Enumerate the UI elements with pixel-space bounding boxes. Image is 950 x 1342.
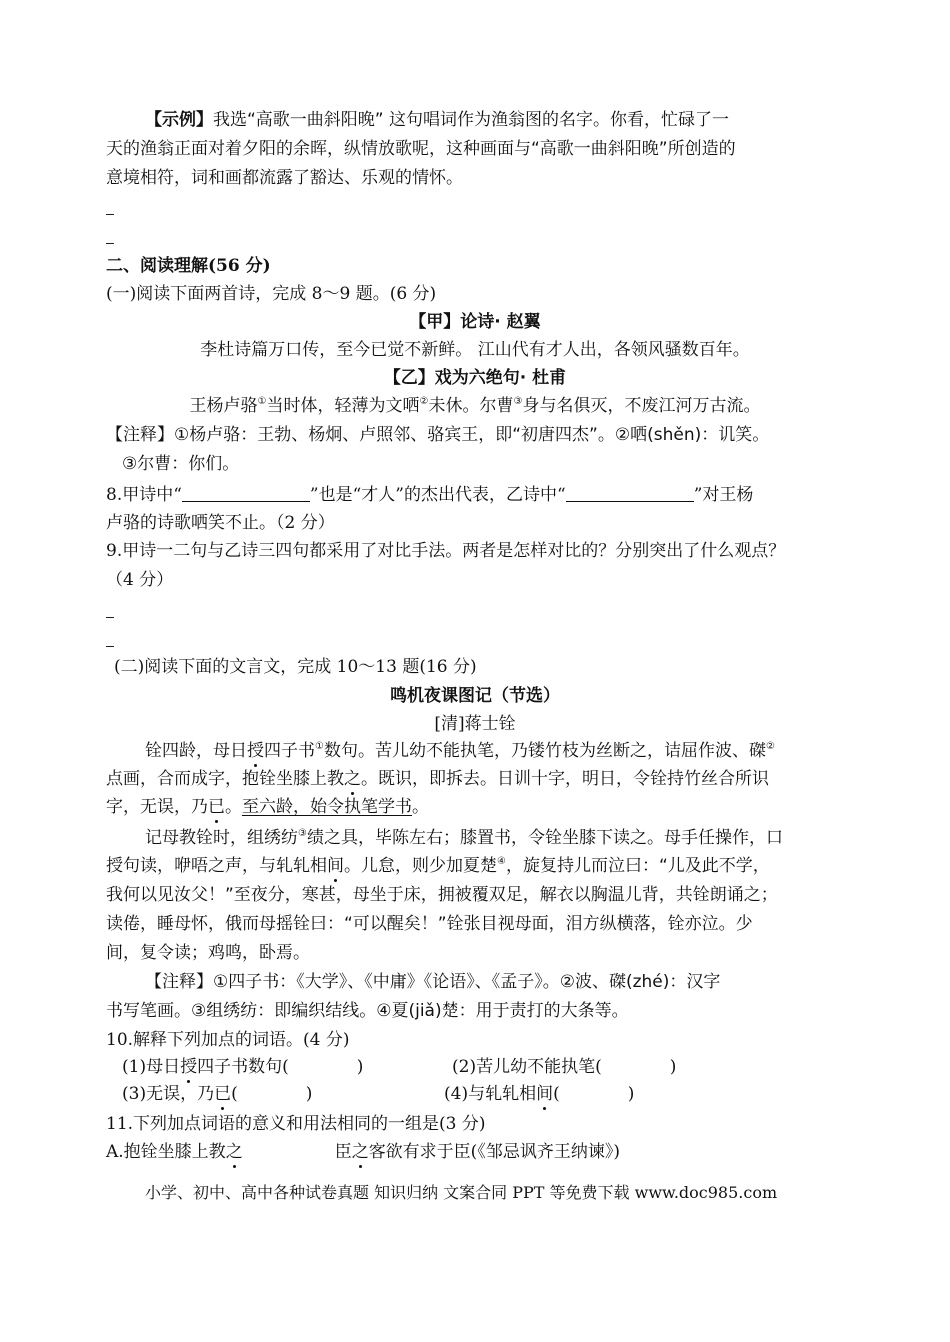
question-10-item-1: (1)母日授四子书数句( ) bbox=[122, 1057, 364, 1077]
footer-text: 小学、初中、高中各种试卷真题 知识归纳 文案合同 PPT 等免费下载 www.doc985.com bbox=[145, 1183, 778, 1202]
question-10: 10.解释下列加点的词语。(4 分) bbox=[106, 1030, 350, 1050]
question-9-line-2: （4 分） bbox=[106, 570, 174, 590]
example-tag: 【示例】 bbox=[145, 110, 213, 130]
dotted-word: 授 bbox=[247, 741, 264, 761]
prose-author: [清]蒋士铨 bbox=[434, 714, 516, 734]
dotted-word: 之 bbox=[351, 1142, 369, 1162]
prose-note-2: 书写笔画。③组绣纺：即编织结线。④夏(jiǎ)楚：用于责打的大条等。 bbox=[106, 1001, 629, 1021]
poem-note-1: 【注释】①杨卢骆：王勃、杨炯、卢照邻、骆宾王，即“初唐四杰”。②哂(shěn)：讥笑。 bbox=[106, 425, 770, 445]
dotted-word: 间 bbox=[536, 1084, 554, 1104]
answer-blank[interactable] bbox=[566, 484, 694, 502]
prose-note-1: 【注释】①四子书：《大学》、《中庸》《论语》、《孟子》。②波、磔(zhé)：汉字 bbox=[145, 972, 721, 992]
question-10-item-2: (2)苦儿幼不能执笔( ) bbox=[452, 1057, 677, 1077]
question-11: 11.下列加点词语的意义和用法相同的一组是(3 分) bbox=[106, 1114, 486, 1134]
prose-p2-line-4: 读倦，睡母怀，俄而母摇铨曰：“可以醒矣！”铨张目视母面，泪方纵横落，铨亦泣。少 bbox=[106, 914, 753, 934]
dotted-word: 之 bbox=[225, 1142, 243, 1162]
answer-blank[interactable] bbox=[182, 484, 310, 502]
poem-note-2: ③尔曹：你们。 bbox=[122, 454, 240, 474]
part1-intro: (一)阅读下面两首诗，完成 8～9 题。(6 分) bbox=[106, 284, 437, 304]
poem1-text: 李杜诗篇万口传，至今已觉不新鲜。 江山代有才人出，各领风骚数百年。 bbox=[200, 340, 750, 360]
underlined-sentence: 至六龄，始令执笔学书 bbox=[242, 797, 412, 817]
prose-p1-line-2: 点画，合而成字，抱铨坐膝上教之。既识，即拆去。日训十字，明日，令铨持竹丝合所识 bbox=[106, 769, 769, 789]
poem2-title: 【乙】戏为六绝句· 杜甫 bbox=[383, 368, 567, 388]
section-heading: 二、阅读理解(56 分) bbox=[106, 256, 271, 276]
example-line-1 bbox=[145, 108, 729, 132]
poem2-text: 王杨卢骆①当时体，轻薄为文哂②未休。尔曹③身与名俱灭，不废江河万古流。 bbox=[189, 396, 761, 416]
answer-dash bbox=[106, 214, 114, 215]
question-10-item-3: (3)无误，乃已( ) bbox=[122, 1084, 313, 1104]
dotted-word: 间 bbox=[327, 856, 344, 876]
answer-dash bbox=[106, 617, 114, 618]
part2-intro: (二)阅读下面的文言文，完成 10～13 题(16 分) bbox=[114, 657, 477, 677]
question-8-line-2: 卢骆的诗歌哂笑不止。（2 分） bbox=[106, 513, 335, 533]
poem1-title: 【甲】论诗· 赵翼 bbox=[409, 312, 541, 332]
question-10-item-4: (4)与轧轧相间( ) bbox=[444, 1084, 635, 1104]
answer-dash bbox=[106, 243, 114, 244]
dotted-word: 已 bbox=[214, 1084, 232, 1104]
dotted-word: 授 bbox=[180, 1057, 198, 1077]
dotted-word: 之 bbox=[344, 769, 361, 789]
prose-p1-line-3: 字，无误，乃已。至六龄，始令执笔学书。 bbox=[106, 797, 429, 817]
prose-p2-line-3: 我何以见汝父！”至夜分，寒甚，母坐于床，拥被覆双足，解衣以胸温儿背，共铨朗诵之； bbox=[106, 885, 778, 905]
question-8-line-1: 8.甲诗中“ ”也是“才人”的杰出代表，乙诗中“ ”对王杨 bbox=[106, 485, 754, 505]
prose-p2-line-2: 授句读，咿唔之声，与轧轧相间。儿怠，则少加夏楚④，旋复持儿而泣曰：“儿及此不学， bbox=[106, 856, 770, 876]
answer-dash bbox=[106, 646, 114, 647]
prose-p1-line-1: 铨四龄，母日授四子书①数句。苦儿幼不能执笔，乃镂竹枝为丝断之，诘屈作波、磔② bbox=[145, 741, 775, 761]
question-9-line-1: 9.甲诗一二句与乙诗三四句都采用了对比手法。两者是怎样对比的？分别突出了什么观点？ bbox=[106, 541, 786, 561]
example-line-3: 意境相符，词和画都流露了豁达、乐观的情怀。 bbox=[106, 168, 463, 188]
example-line-2: 天的渔翁正面对着夕阳的余晖，纵情放歌呢，这种画面与“高歌一曲斜阳晚”所创造的 bbox=[106, 139, 736, 159]
example-text-1: 我选“高歌一曲斜阳晚” 这句唱词作为渔翁图的名字。你看，忙碌了一 bbox=[213, 110, 730, 130]
prose-p2-line-1: 记母教铨时，组绣纺③绩之具，毕陈左右；膝置书，令铨坐膝下读之。母手任操作，口 bbox=[145, 828, 783, 848]
dotted-word: 已 bbox=[208, 797, 225, 817]
question-11-option-a: A.抱铨坐膝上教之 臣之客欲有求于臣(《邹忌讽齐王纳谏》) bbox=[106, 1142, 620, 1162]
prose-title: 鸣机夜课图记（节选） bbox=[390, 686, 560, 706]
prose-p2-line-5: 间，复令读；鸡鸣，卧焉。 bbox=[106, 943, 310, 963]
